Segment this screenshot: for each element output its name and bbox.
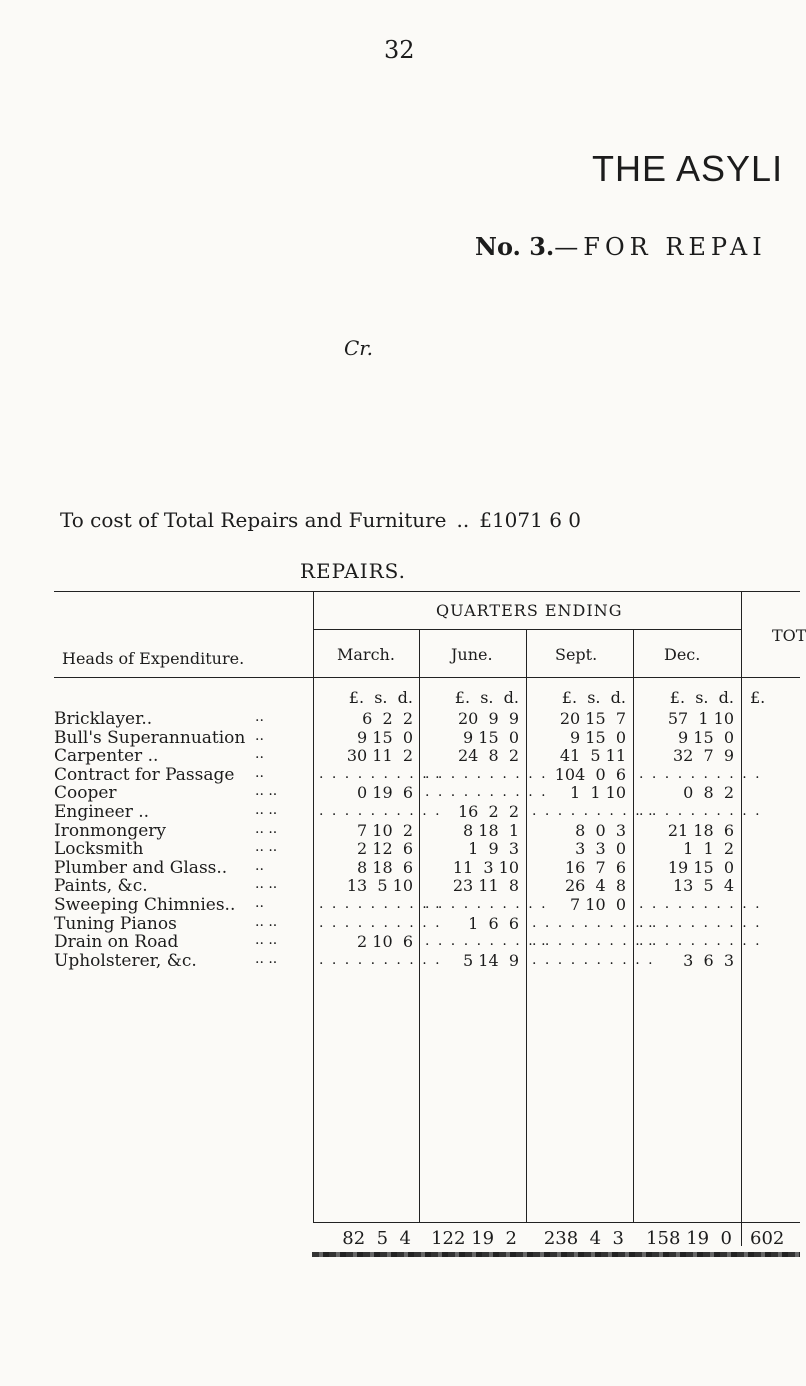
row-label: Tuning Pianos: [54, 914, 177, 934]
cell-june: 20 9 9: [457, 709, 519, 728]
total-march: 82 5 4: [342, 1228, 411, 1249]
total-june: 122 19 2: [431, 1228, 517, 1249]
cell-sept: 20 15 7: [559, 709, 626, 728]
cell-sept: 8 0 3: [575, 821, 626, 840]
row-label: Contract for Passage: [54, 765, 235, 785]
quarters-header: QUARTERS ENDING: [436, 601, 623, 620]
cell-june-empty: . . . . . . . . . .: [425, 933, 548, 949]
cell-sept-empty: . . . . . . . . . .: [532, 952, 655, 968]
cell-june: 23 11 8: [452, 876, 519, 895]
cell-sept: 104 0 6: [554, 765, 626, 784]
cell-dec: 9 15 0: [678, 728, 734, 747]
row-leader: ..: [255, 709, 264, 725]
total-cost-leader: ..: [456, 508, 470, 532]
cell-june: 5 14 9: [463, 951, 519, 970]
cell-sept: 9 15 0: [570, 728, 626, 747]
total-sept: 238 4 3: [543, 1228, 624, 1249]
cell-march: 2 10 6: [357, 932, 413, 951]
row-label: Engineer ..: [54, 802, 150, 822]
cell-sept: 7 10 0: [570, 895, 626, 914]
unit-march: £. s. d.: [348, 688, 413, 707]
account-subtitle: [475, 232, 767, 261]
cell-dec-empty: . . . . . . . . . .: [639, 896, 762, 912]
cell-june: 11 3 10: [452, 858, 519, 877]
cell-june: 1 9 3: [468, 839, 519, 858]
col-header-june: June.: [451, 645, 493, 664]
col-header-sept: Sept.: [555, 645, 598, 664]
row-leader: .. ..: [255, 914, 278, 930]
cell-dec: 21 18 6: [667, 821, 734, 840]
col-header-dec: Dec.: [664, 645, 701, 664]
cell-march: 2 12 6: [357, 839, 413, 858]
cell-march: 8 18 6: [357, 858, 413, 877]
row-label: Bricklayer..: [54, 709, 153, 729]
row-label: Ironmongery: [54, 821, 167, 841]
cell-june-empty: . . . . . . . . . .: [425, 896, 548, 912]
cell-june-empty: . . . . . . . . . .: [425, 784, 548, 800]
row-leader: .. ..: [255, 821, 278, 837]
row-leader: ..: [255, 858, 264, 874]
cell-sept: 16 7 6: [564, 858, 626, 877]
row-leader: ..: [255, 746, 264, 762]
header-bottom-rule: [54, 677, 800, 678]
row-label: Upholsterer, &c.: [54, 951, 197, 971]
cell-dec: 0 8 2: [683, 783, 734, 802]
total-cost-amount: £1071 6 0: [479, 508, 582, 532]
row-label: Plumber and Glass..: [54, 858, 228, 878]
cell-march: 7 10 2: [357, 821, 413, 840]
cell-dec: 32 7 9: [672, 746, 734, 765]
cell-march-empty: . . . . . . . . . .: [319, 766, 442, 782]
quarters-rule: [313, 629, 741, 630]
cell-dec-empty: . . . . . . . . . .: [639, 766, 762, 782]
section-title: REPAIRS.: [300, 559, 407, 583]
cell-sept: 26 4 8: [564, 876, 626, 895]
cell-dec: 1 1 2: [683, 839, 734, 858]
row-label: Locksmith: [54, 839, 144, 859]
total-grand: 602: [750, 1228, 785, 1249]
table-top-rule: [54, 591, 800, 592]
col-header-march: March.: [337, 645, 395, 664]
row-label: Carpenter ..: [54, 746, 159, 766]
cell-march: 9 15 0: [357, 728, 413, 747]
row-label: Paints, &c.: [54, 876, 148, 896]
cell-dec: 57 1 10: [667, 709, 734, 728]
cell-march: 13 5 10: [346, 876, 413, 895]
total-header: TOT: [772, 626, 806, 645]
total-cost-line: [60, 508, 581, 532]
row-leader: .. ..: [255, 802, 278, 818]
row-leader: ..: [255, 895, 264, 911]
cell-sept-empty: . . . . . . . . . .: [532, 933, 655, 949]
cell-sept-empty: . . . . . . . . . .: [532, 803, 655, 819]
cell-march-empty: . . . . . . . . . .: [319, 896, 442, 912]
totals-rule: [313, 1222, 800, 1223]
cell-dec-empty: . . . . . . . . . .: [639, 933, 762, 949]
cell-june: 1 6 6: [468, 914, 519, 933]
cell-june: 8 18 1: [463, 821, 519, 840]
total-dec: 158 19 0: [646, 1228, 732, 1249]
row-leader: .. ..: [255, 783, 278, 799]
cell-march-empty: . . . . . . . . . .: [319, 915, 442, 931]
cell-sept: 41 5 11: [559, 746, 626, 765]
unit-sept: £. s. d.: [561, 688, 626, 707]
cell-march-empty: . . . . . . . . . .: [319, 952, 442, 968]
cell-june: 24 8 2: [457, 746, 519, 765]
cell-dec-empty: . . . . . . . . . .: [639, 915, 762, 931]
cell-sept: 1 1 10: [570, 783, 626, 802]
col-rule-march: [313, 591, 314, 1222]
col-rule-sept: [526, 629, 527, 1222]
row-leader: .. ..: [255, 876, 278, 892]
row-leader: ..: [255, 765, 264, 781]
row-label: Bull's Superannuation: [54, 728, 246, 748]
row-leader: .. ..: [255, 932, 278, 948]
page-number: 32: [384, 36, 415, 64]
subtitle-text: —FOR REPAI: [554, 233, 767, 261]
cell-sept: 3 3 0: [575, 839, 626, 858]
cell-march: 6 2 2: [362, 709, 413, 728]
cell-dec: 13 5 4: [672, 876, 734, 895]
row-label: Sweeping Chimnies..: [54, 895, 236, 915]
cell-june: 16 2 2: [457, 802, 519, 821]
row-label: Drain on Road: [54, 932, 179, 952]
row-leader: .. ..: [255, 839, 278, 855]
credit-label: Cr.: [344, 336, 374, 360]
cell-march: 0 19 6: [357, 783, 413, 802]
heads-header: Heads of Expenditure.: [62, 649, 245, 668]
subtitle-number: No. 3.: [475, 232, 555, 261]
cell-june-empty: . . . . . . . . . .: [425, 766, 548, 782]
cell-sept-empty: . . . . . . . . . .: [532, 915, 655, 931]
row-label: Cooper: [54, 783, 117, 803]
unit-june: £. s. d.: [454, 688, 519, 707]
cell-dec: 19 15 0: [667, 858, 734, 877]
cell-dec-empty: . . . . . . . . . .: [639, 803, 762, 819]
page-title: THE ASYLI: [592, 148, 784, 189]
unit-dec: £. s. d.: [669, 688, 734, 707]
page-edge-band: [312, 1252, 800, 1257]
total-cost-label: To cost of Total Repairs and Furniture: [60, 508, 447, 532]
cell-march: 30 11 2: [346, 746, 413, 765]
unit-total: £.: [750, 688, 766, 707]
row-leader: .. ..: [255, 951, 278, 967]
cell-dec: 3 6 3: [683, 951, 734, 970]
row-leader: ..: [255, 728, 264, 744]
cell-june: 9 15 0: [463, 728, 519, 747]
cell-march-empty: . . . . . . . . . .: [319, 803, 442, 819]
